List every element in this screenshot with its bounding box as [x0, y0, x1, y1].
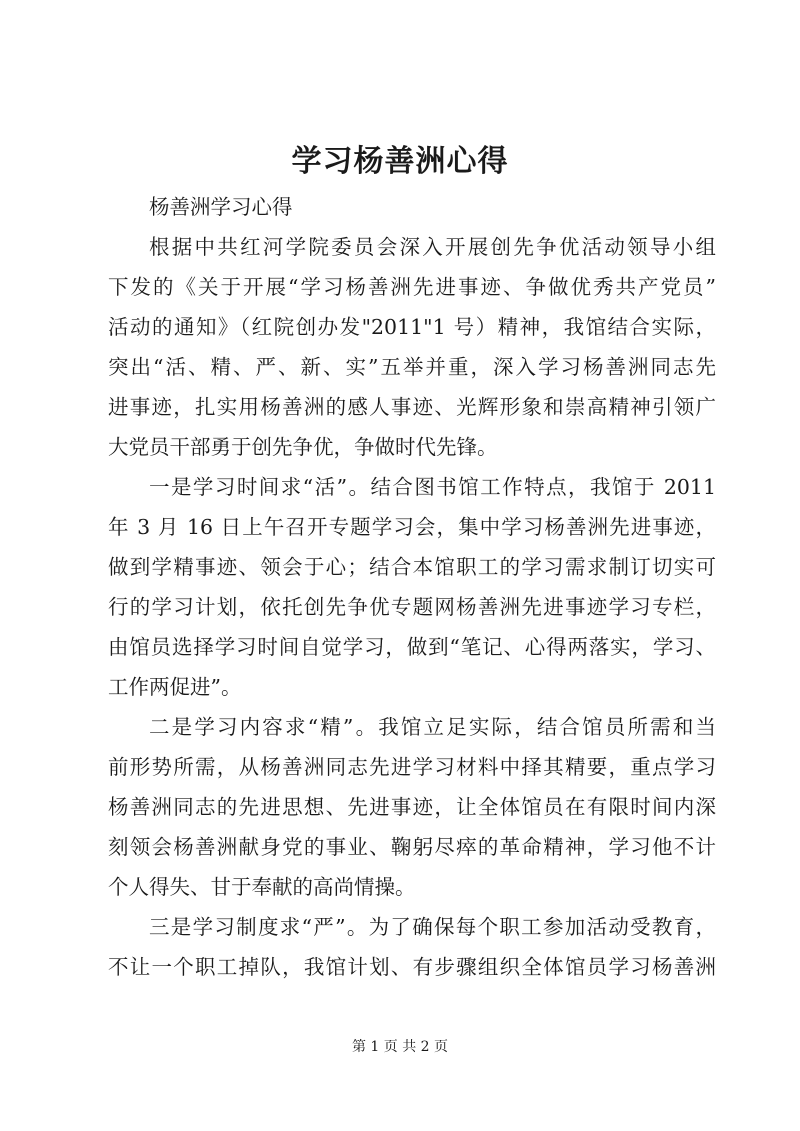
- paragraph-2-line-6: 工作两促进”。: [108, 675, 242, 699]
- paragraph-3-line-4: 刻领会杨善洲献身党的事业、鞠躬尽瘁的革命精神，学习他不计: [108, 835, 716, 859]
- paragraph-1-line-2: 下发的《关于开展“学习杨善洲先进事迹、争做优秀共产党员”: [108, 275, 716, 299]
- paragraph-2-line-3: 做到学精事迹、领会于心；结合本馆职工的学习需求制订切实可: [108, 555, 716, 579]
- paragraph-3-line-2: 前形势所需，从杨善洲同志先进学习材料中择其精要，重点学习: [108, 755, 716, 779]
- paragraph-3-line-3: 杨善洲同志的先进思想、先进事迹，让全体馆员在有限时间内深: [108, 795, 716, 819]
- paragraph-2-line-5: 由馆员选择学习时间自觉学习，做到“笔记、心得两落实，学习、: [108, 635, 716, 659]
- page-footer: 第 1 页 共 2 页: [351, 1039, 449, 1055]
- paragraph-3-line-1: 二是学习内容求“精”。我馆立足实际，结合馆员所需和当: [149, 715, 716, 739]
- paragraph-1-line-4: 突出“活、精、严、新、实”五举并重，深入学习杨善洲同志先: [108, 355, 716, 379]
- paragraph-2-line-4: 行的学习计划，依托创先争优专题网杨善洲先进事迹学习专栏，: [108, 595, 716, 619]
- paragraph-4-line-2: 不让一个职工掉队，我馆计划、有步骤组织全体馆员学习杨善洲: [108, 955, 716, 979]
- paragraph-1-line-6: 大党员干部勇于创先争优，争做时代先锋。: [108, 435, 498, 459]
- paragraph-2-line-2: 年 3 月 16 日上午召开专题学习会，集中学习杨善洲先进事迹，: [108, 515, 716, 539]
- paragraph-1-line-3: 活动的通知》（红院创办发"2011"1 号）精神，我馆结合实际，: [108, 315, 716, 339]
- page-title: 学习杨善洲心得: [291, 144, 509, 179]
- document-body: [108, 187, 716, 987]
- paragraph-3-line-5: 个人得失、甘于奉献的高尚情操。: [108, 875, 416, 899]
- paragraph-1-line-5: 进事迹，扎实用杨善洲的感人事迹、光辉形象和崇高精神引领广: [108, 395, 716, 419]
- subtitle-line: 杨善洲学习心得: [149, 195, 293, 219]
- paragraph-4-line-1: 三是学习制度求“严”。为了确保每个职工参加活动受教育，: [149, 915, 716, 939]
- paragraph-2-line-1: 一是学习时间求“活”。结合图书馆工作特点，我馆于 2011: [149, 475, 716, 499]
- paragraph-1-line-1: 根据中共红河学院委员会深入开展创先争优活动领导小组: [149, 235, 716, 259]
